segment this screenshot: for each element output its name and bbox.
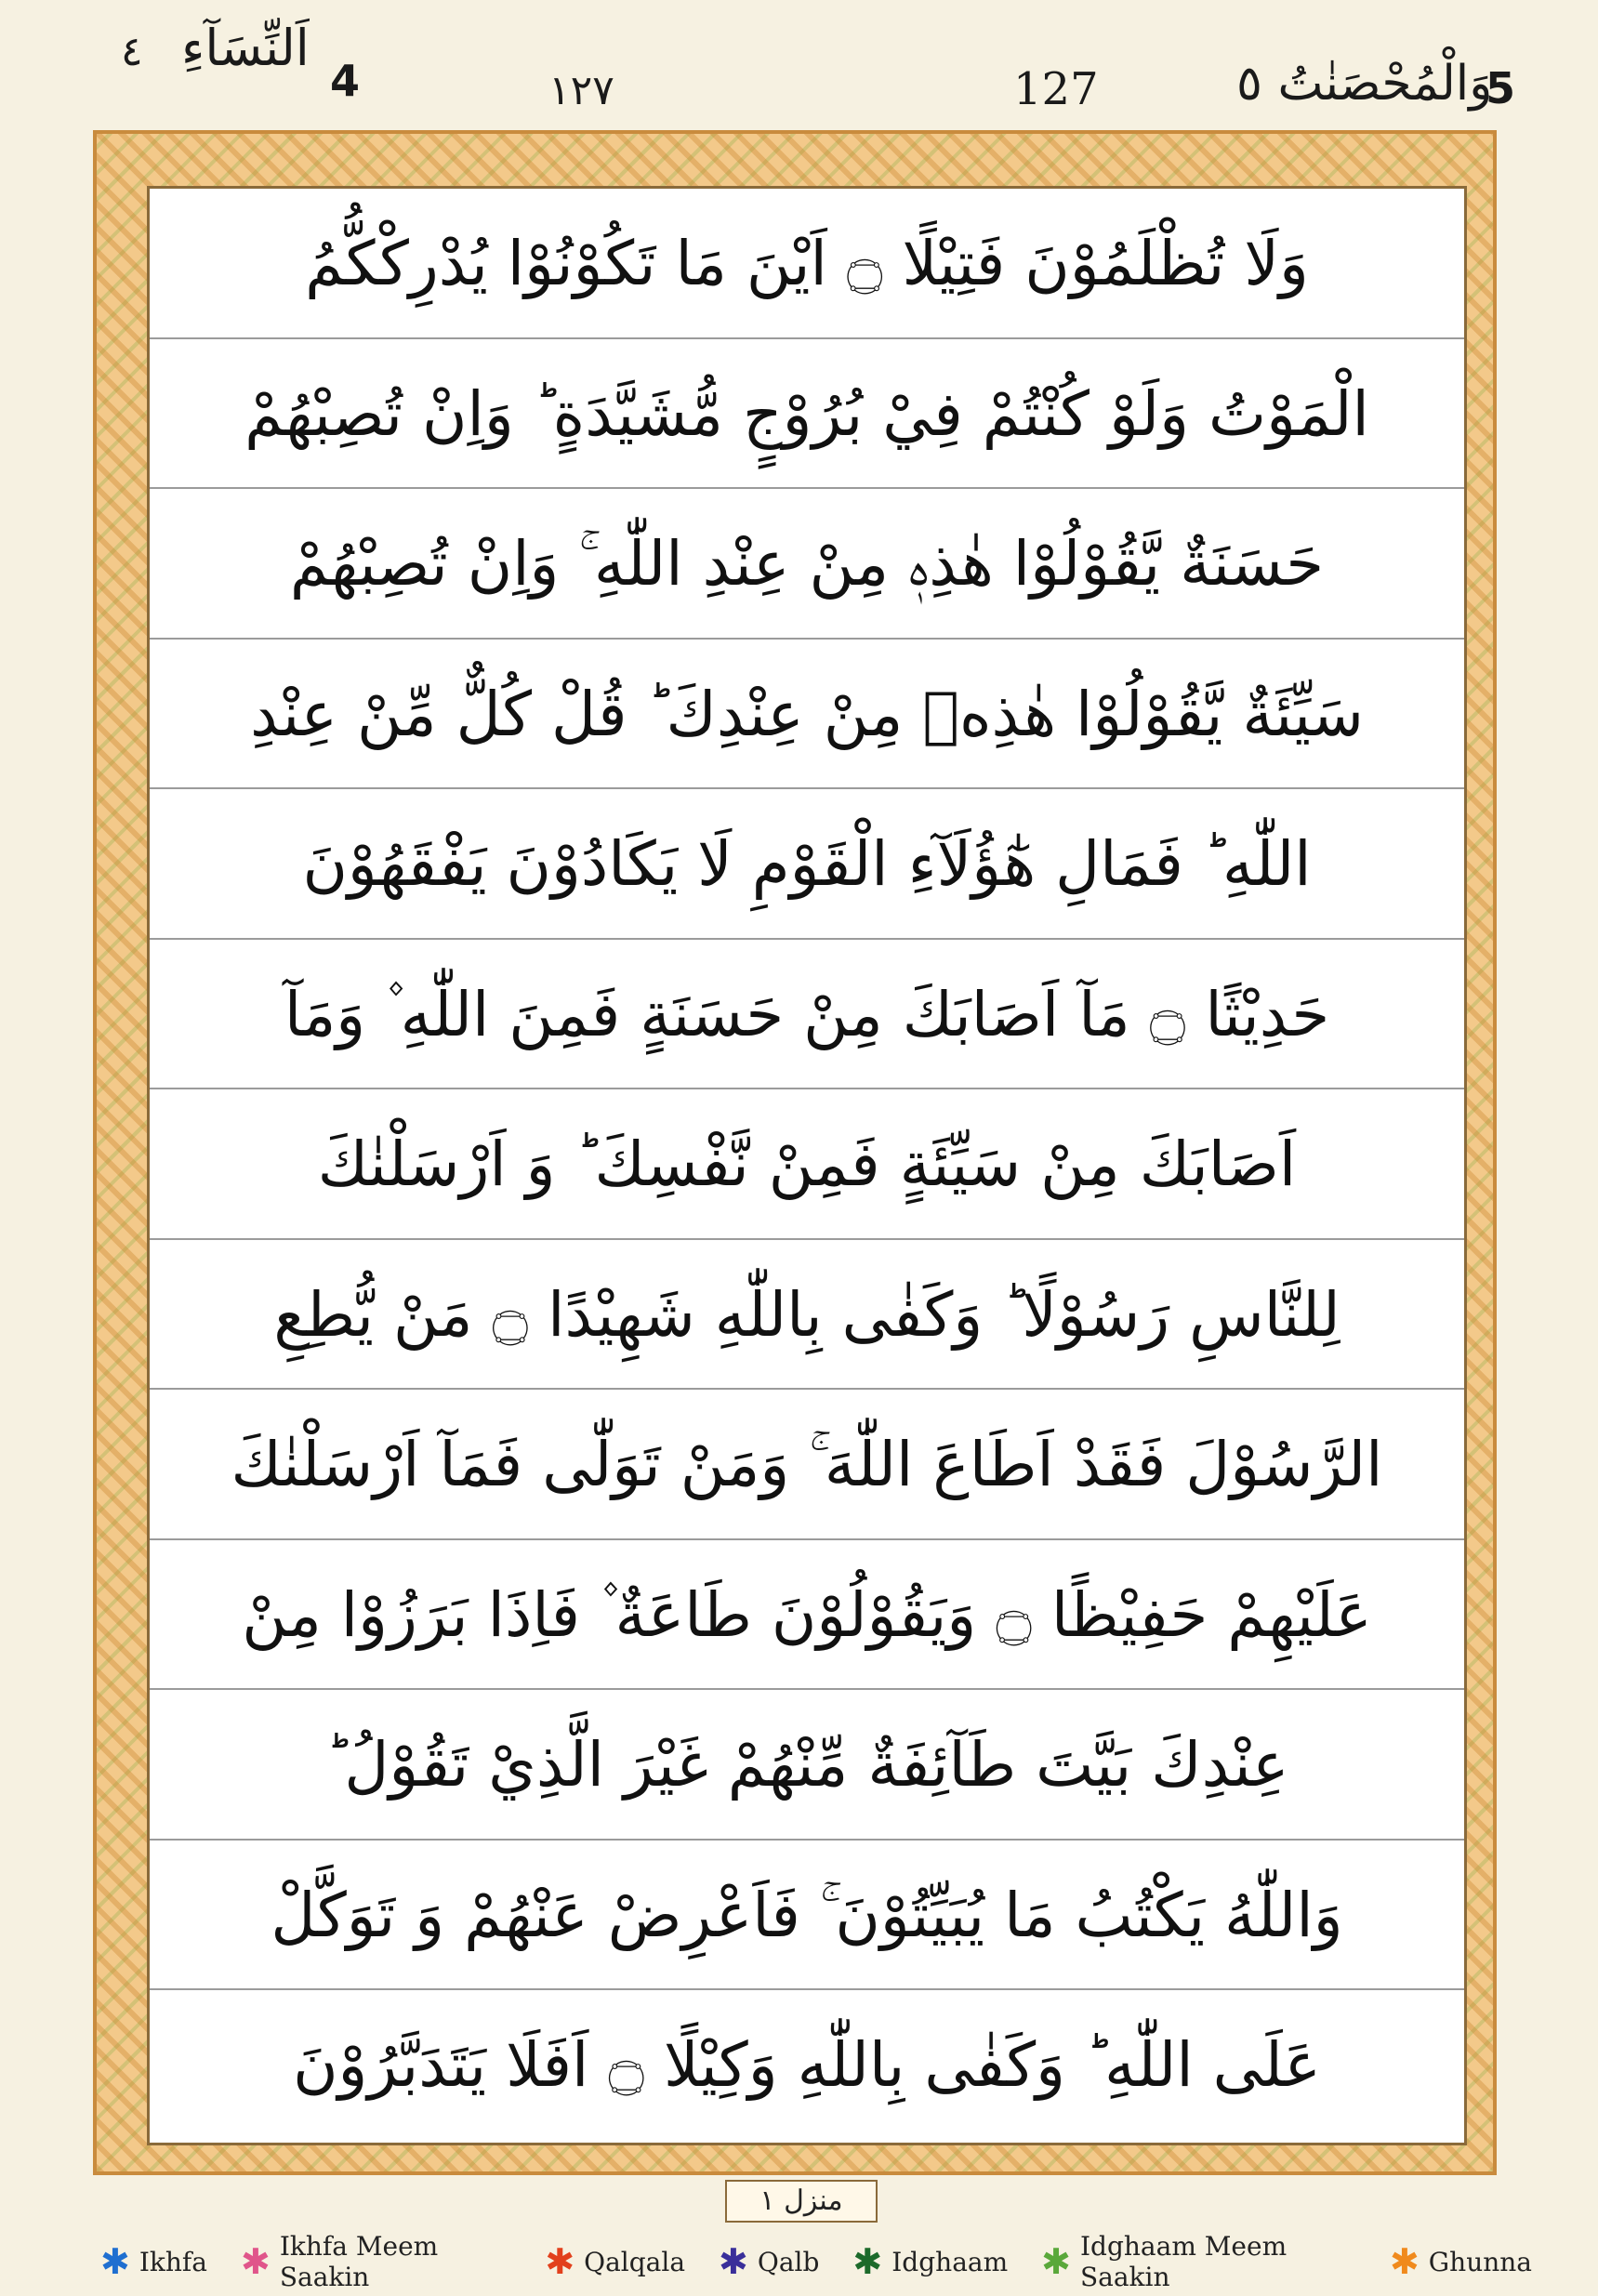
text-line-5: اللّٰهِ ؕ فَمَالِ هٰٓؤُلَآءِ الْقَوْمِ لَا يَكَادُوْنَ يَفْقَهُوْنَ [150,789,1464,940]
legend-qalb [719,2241,820,2282]
text-line-3: حَسَنَةٌ يَّقُوْلُوْا هٰذِهٖ مِنْ عِنْدِ اللّٰهِ ۚ وَاِنْ تُصِبْهُمْ [150,489,1464,640]
star-icon: ✱ [100,2241,130,2282]
manzil-label: منزل ١ [725,2180,878,2223]
legend-label: Qalqala [584,2246,686,2277]
legend-label: Ikhfa [139,2246,207,2277]
text-line-1: وَلَا تُظْلَمُوْنَ فَتِيْلًا ۝ اَيْنَ مَا تَكُوْنُوْا يُدْرِكْكُّمُ [150,189,1464,339]
legend-idghaam-meem-saakin [1041,2231,1356,2292]
juz-number-arabic: ٥ [1236,56,1262,112]
juz-name [1236,56,1492,112]
legend-label: Ghunna [1428,2246,1532,2277]
text-line-8: لِلنَّاسِ رَسُوْلًا ؕ وَكَفٰى بِاللّٰهِ شَهِيْدًا ۝ مَنْ يُّطِعِ [150,1240,1464,1391]
surah-number: 4 [330,56,361,106]
star-icon: ✱ [1041,2241,1071,2282]
text-line-6: حَدِيْثًا ۝ مَآ اَصَابَكَ مِنْ حَسَنَةٍ فَمِنَ اللّٰهِ ۫ وَمَآ [150,940,1464,1090]
legend-label: Qalb [757,2246,820,2277]
text-line-13: عَلَى اللّٰهِ ؕ وَكَفٰى بِاللّٰهِ وَكِيْلًا ۝ اَفَلَا يَتَدَبَّرُوْنَ [293,2029,1321,2101]
legend-qalqala [545,2241,686,2282]
legend-idghaam [852,2241,1009,2282]
legend-ikhfa [100,2241,207,2282]
text-line-9: الرَّسُوْلَ فَقَدْ اَطَاعَ اللّٰهَ ۚ وَمَنْ تَوَلّٰى فَمَآ اَرْسَلْنٰكَ [150,1390,1464,1540]
text-line-12: وَاللّٰهُ يَكْتُبُ مَا يُبَيِّتُوْنَ ۚ فَاَعْرِضْ عَنْهُمْ وَ تَوَكَّلْ [150,1841,1464,1991]
text-line-11: عِنْدِكَ بَيَّتَ طَآئِفَةٌ مِّنْهُمْ غَيْرَ الَّذِيْ تَقُوْلُ ؕ [150,1690,1464,1841]
star-icon: ✱ [240,2241,271,2282]
page-header [0,0,1598,130]
legend-ikhfa-meem-saakin [241,2231,511,2292]
star-icon: ✱ [719,2241,748,2282]
text-line-4: سَيِّئَةٌ يَّقُوْلُوْا هٰذِهٖ مِنْ عِنْدِكَ ؕ قُلْ كُلٌّ مِّنْ عِنْدِ [150,640,1464,790]
legend-label: Idghaam Meem Saakin [1079,2231,1288,2292]
text-line-7: اَصَابَكَ مِنْ سَيِّئَةٍ فَمِنْ نَّفْسِكَ ؕ وَ اَرْسَلْنٰكَ [150,1089,1464,1240]
star-icon: ✱ [852,2241,883,2282]
legend-label: Ikhfa Meem Saakin [279,2231,439,2292]
para-number: 5 [1486,63,1516,113]
star-icon: ✱ [1389,2241,1420,2282]
legend-ghunna [1389,2241,1532,2282]
quran-text-panel [147,186,1467,2145]
tajweed-legend [100,2231,1532,2292]
page-number-arabic: ١٢٧ [548,67,614,114]
page-number: 127 [1013,63,1099,115]
star-icon: ✱ [545,2241,575,2282]
juz-name-text: وَالْمُحْصَنٰتُ [1277,56,1493,112]
text-line-2: الْمَوْتُ وَلَوْ كُنْتُمْ فِيْ بُرُوْجٍ مُّشَيَّدَةٍ ؕ وَاِنْ تُصِبْهُمْ [150,339,1464,490]
text-line-10: عَلَيْهِمْ حَفِيْظًا ۝ وَيَقُوْلُوْنَ طَاعَةٌ ۫ فَاِذَا بَرَزُوْا مِنْ [150,1540,1464,1691]
surah-number-arabic: ٤ [121,28,143,75]
legend-label: Idghaam [891,2246,1009,2277]
surah-name: اَلنِّسَآءِ [181,19,310,77]
